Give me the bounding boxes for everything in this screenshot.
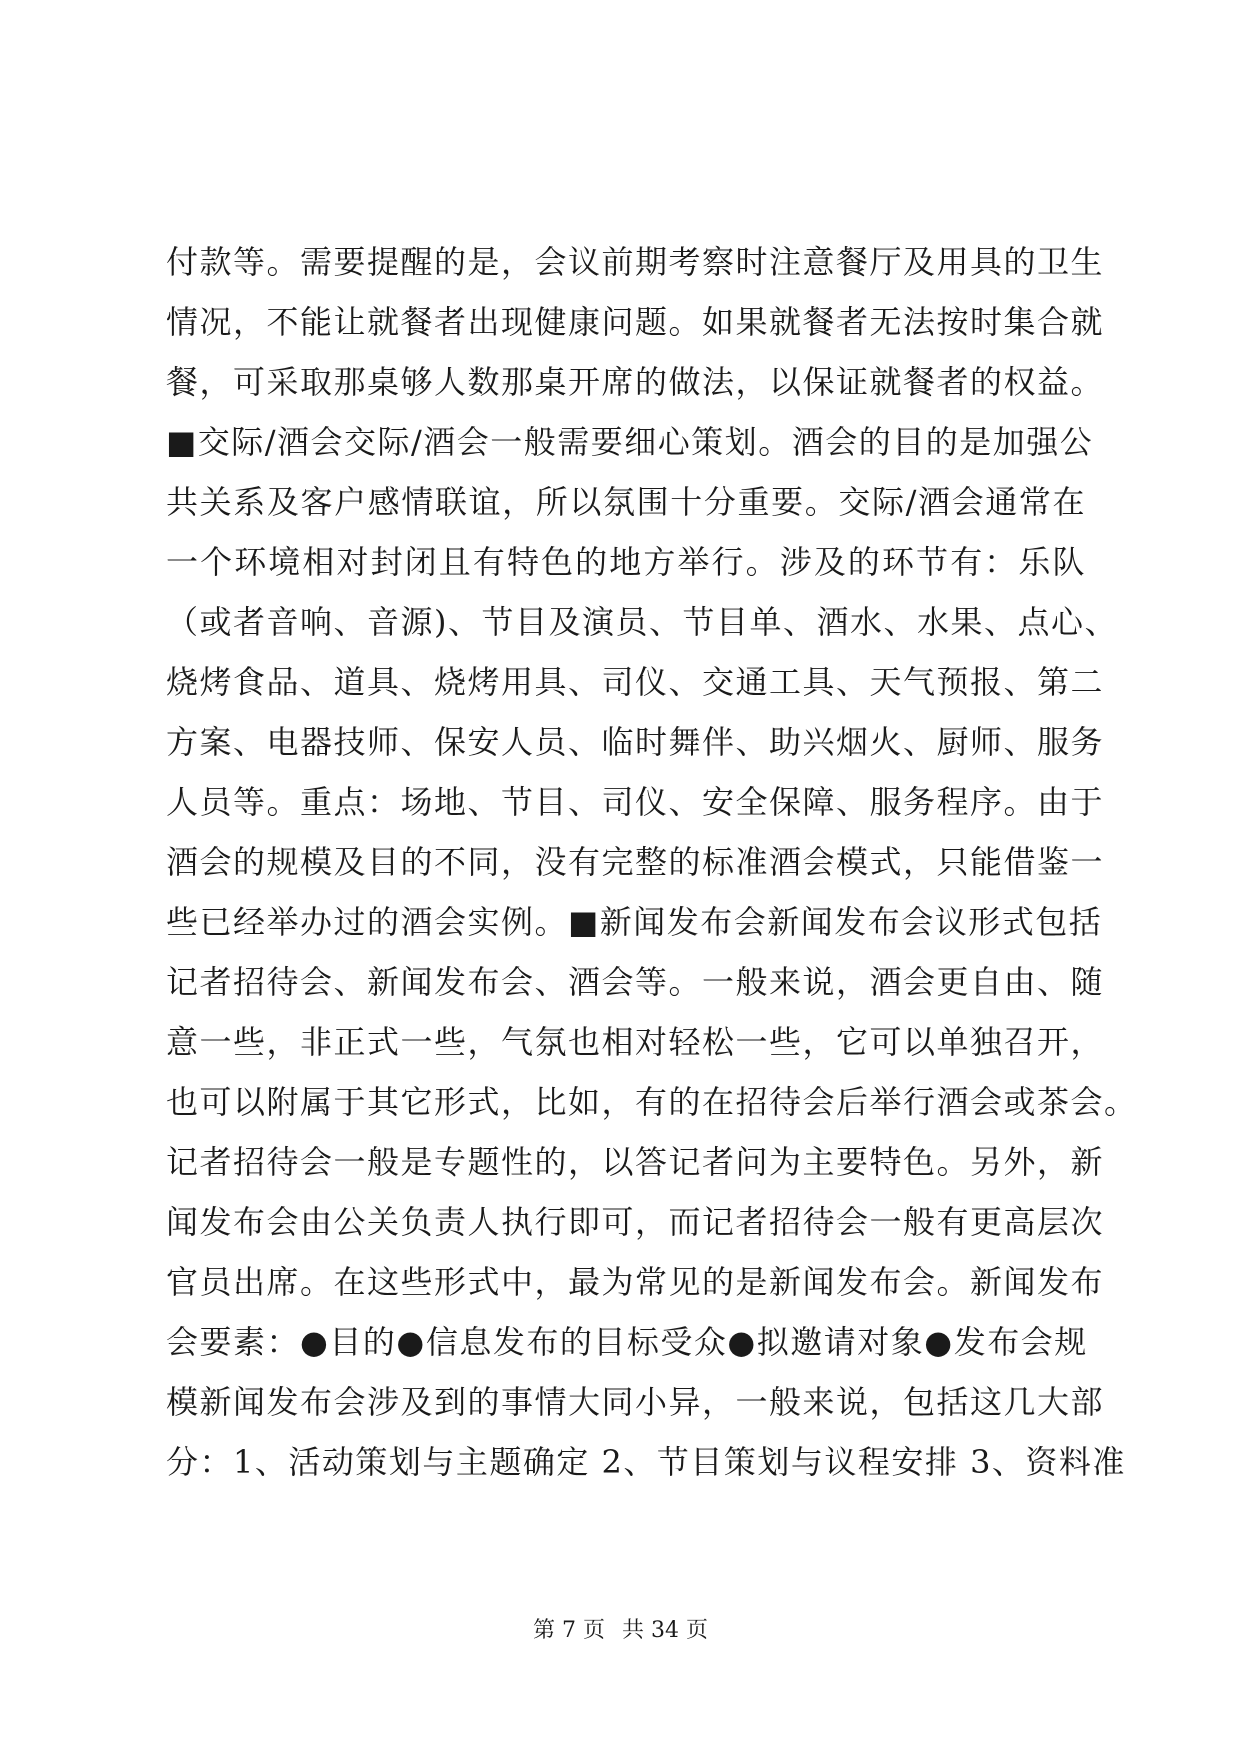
text-line: 模新闻发布会涉及到的事情大同小异，一般来说，包括这几大部 — [166, 1383, 1105, 1421]
text-line: 一个环境相对封闭且有特色的地方举行。涉及的环节有：乐队 — [166, 543, 1086, 581]
text-line: 情况，不能让就餐者出现健康问题。如果就餐者无法按时集合就 — [166, 303, 1105, 341]
body-text — [166, 232, 1138, 1492]
text-line: 付款等。需要提醒的是，会议前期考察时注意餐厅及用具的卫生 — [166, 243, 1105, 281]
text-line: 意一些，非正式一些，气氛也相对轻松一些，它可以单独召开， — [166, 1023, 1105, 1061]
text-line: 些已经举办过的酒会实例。■新闻发布会新闻发布会议形式包括 — [166, 903, 1103, 941]
text-line: 酒会的规模及目的不同，没有完整的标准酒会模式，只能借鉴一 — [166, 843, 1105, 881]
text-line: 记者招待会一般是专题性的，以答记者问为主要特色。另外，新 — [166, 1143, 1105, 1181]
current-page-label: 第 7 页 — [533, 1618, 605, 1643]
text-line: 也可以附属于其它形式，比如，有的在招待会后举行酒会或茶会。 — [166, 1083, 1138, 1121]
text-line: 人员等。重点：场地、节目、司仪、安全保障、服务程序。由于 — [166, 783, 1105, 821]
text-line: （或者音响、音源)、节目及演员、节目单、酒水、水果、点心、 — [166, 603, 1118, 641]
text-line: ■交际/酒会交际/酒会一般需要细心策划。酒会的目的是加强公 — [166, 423, 1094, 461]
text-line: 烧烤食品、道具、烧烤用具、司仪、交通工具、天气预报、第二 — [166, 663, 1105, 701]
text-line: 会要素：●目的●信息发布的目标受众●拟邀请对象●发布会规 — [166, 1323, 1088, 1361]
text-line: 记者招待会、新闻发布会、酒会等。一般来说，酒会更自由、随 — [166, 963, 1105, 1001]
text-line: 方案、电器技师、保安人员、临时舞伴、助兴烟火、厨师、服务 — [166, 723, 1105, 761]
text-line: 餐，可采取那桌够人数那桌开席的做法，以保证就餐者的权益。 — [166, 363, 1105, 401]
page-footer — [0, 1616, 1241, 1646]
text-line: 闻发布会由公关负责人执行即可，而记者招待会一般有更高层次 — [166, 1203, 1105, 1241]
text-line: 官员出席。在这些形式中，最为常见的是新闻发布会。新闻发布 — [166, 1263, 1105, 1301]
text-line: 分：1、活动策划与主题确定 2、节目策划与议程安排 3、资料准 — [166, 1443, 1126, 1481]
total-pages-label: 共 34 页 — [622, 1618, 708, 1643]
text-line: 共关系及客户感情联谊，所以氛围十分重要。交际/酒会通常在 — [166, 483, 1086, 521]
